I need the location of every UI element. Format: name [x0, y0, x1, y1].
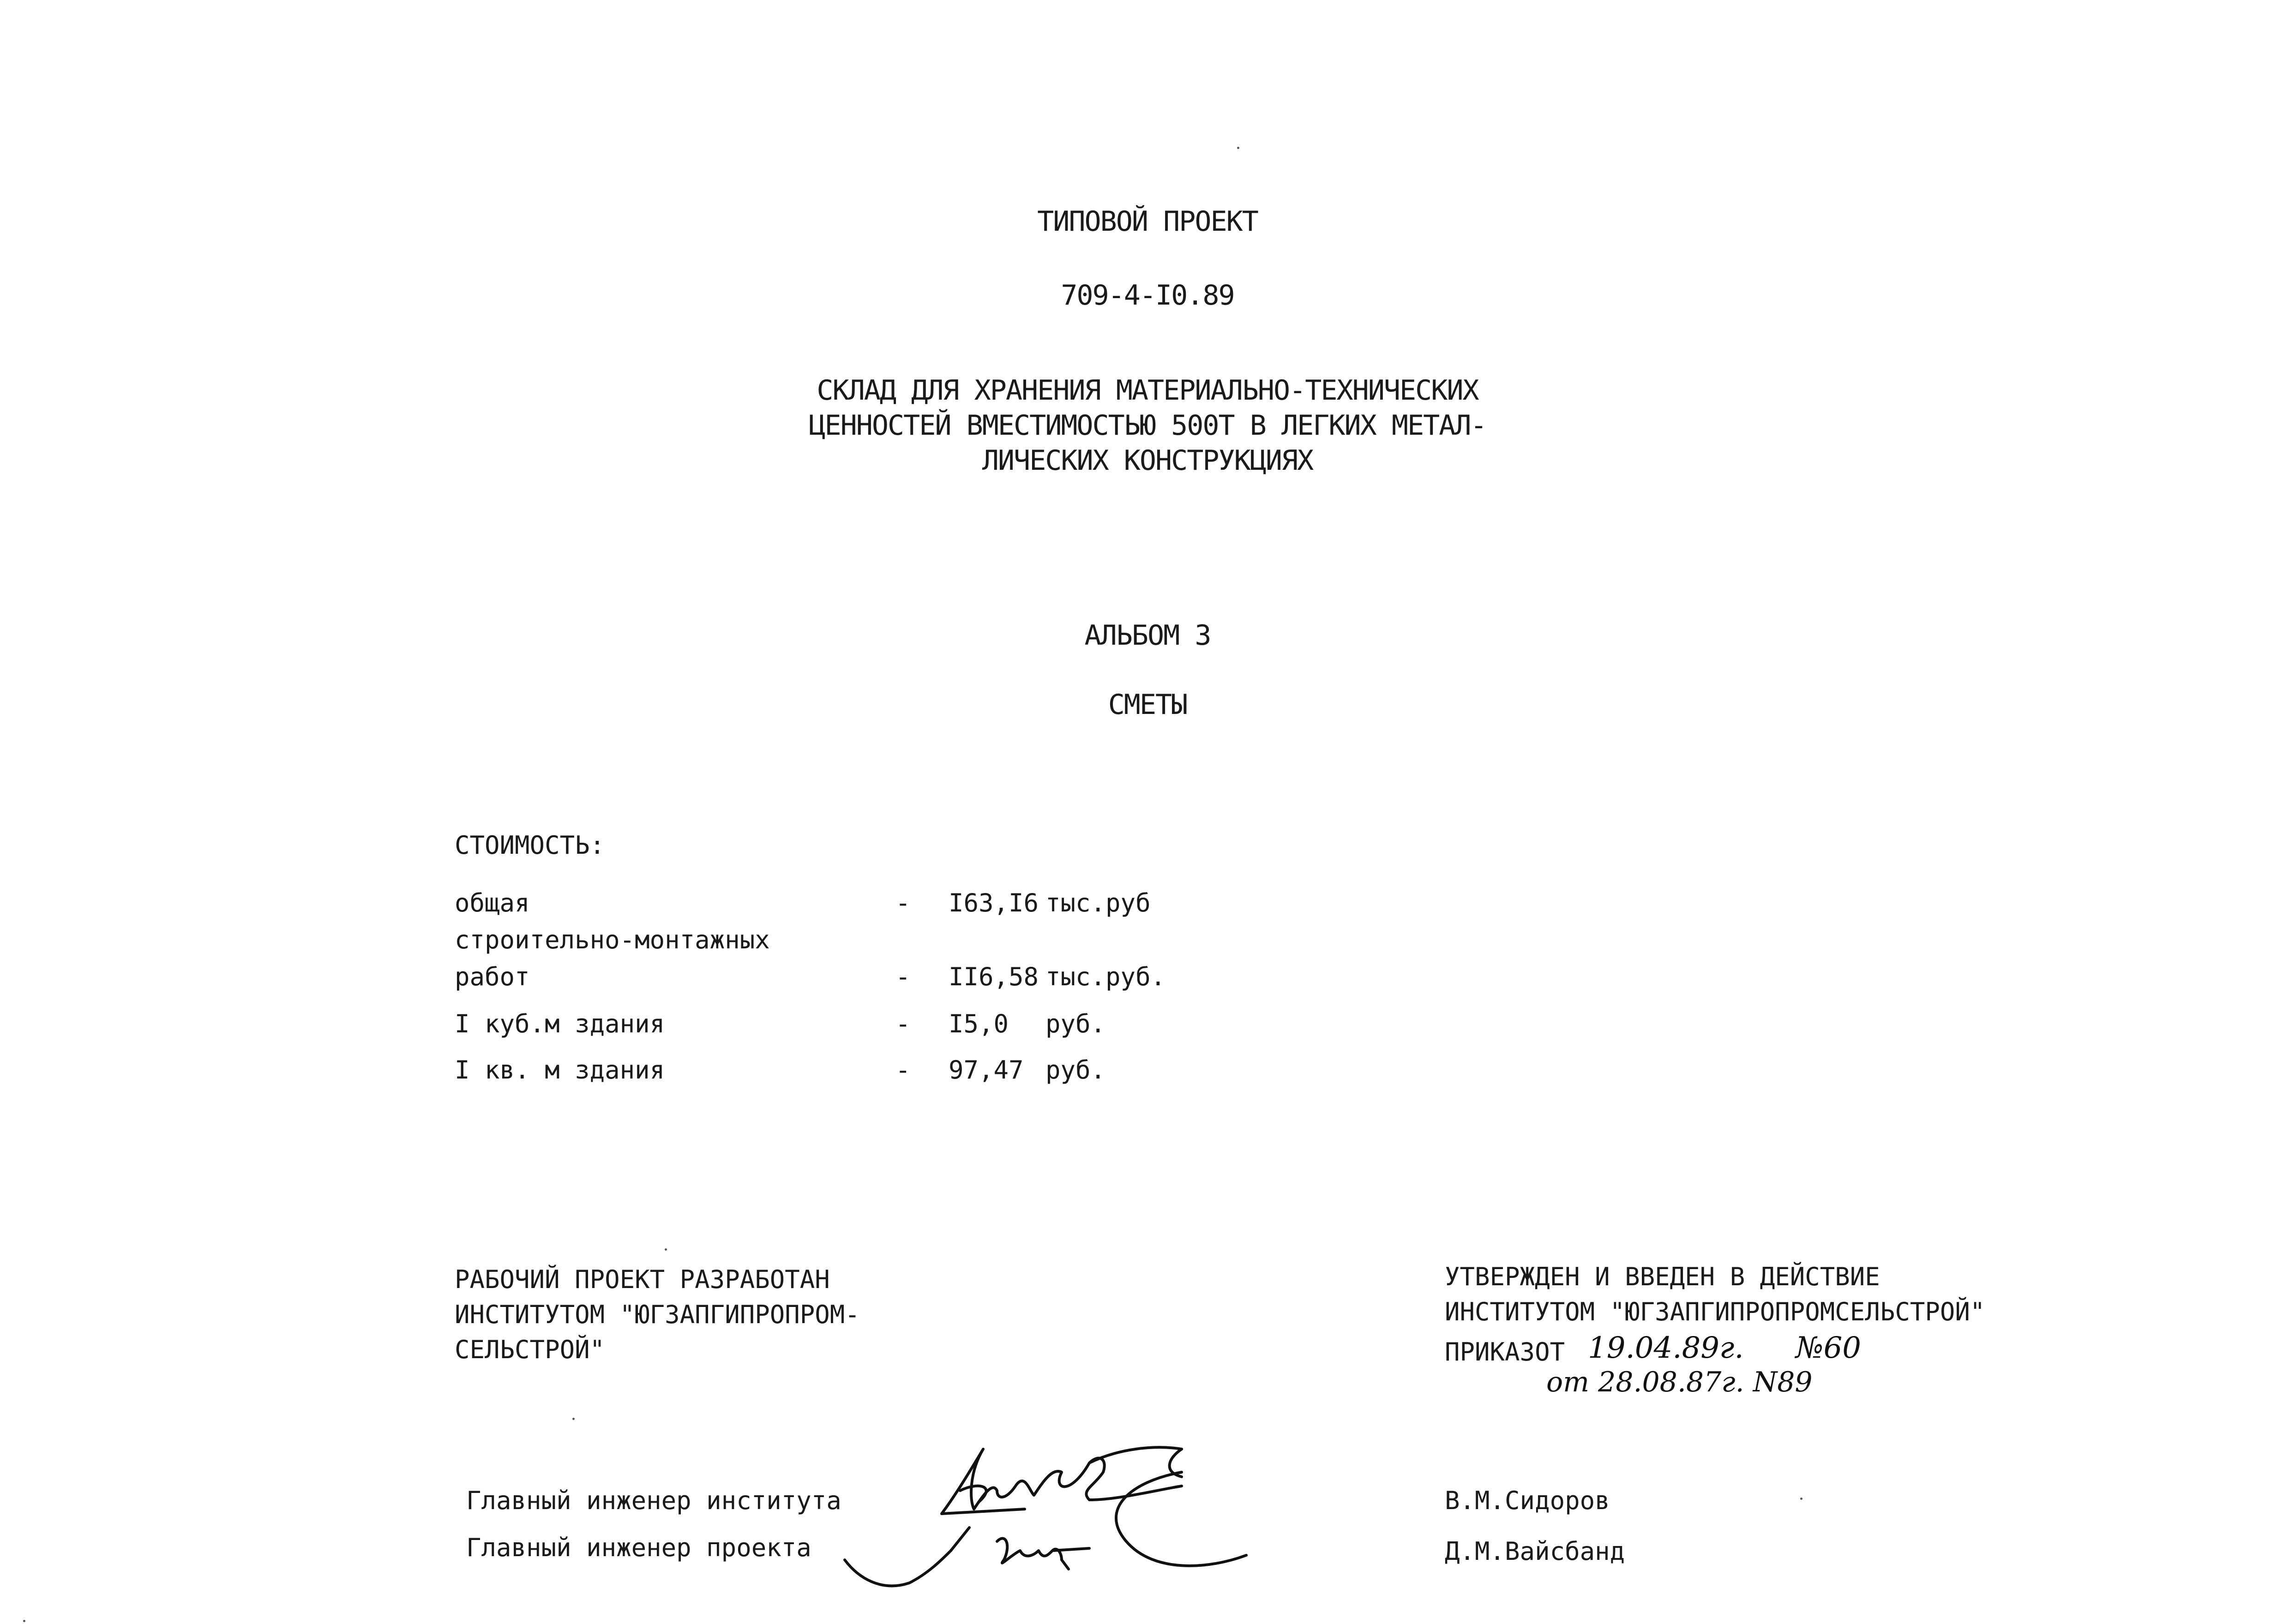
doc-type-heading: ТИПОВОЙ ПРОЕКТ [1037, 205, 1258, 238]
signature-role: Главный инженер проекта [466, 1533, 811, 1562]
cost-dash: - [895, 1009, 911, 1038]
cost-value: II6,58 [949, 962, 1039, 991]
signatory-name: Д.М.Вайсбанд [1445, 1537, 1625, 1566]
section-title: СМЕТЫ [1108, 689, 1187, 721]
cost-item-name: работ [455, 962, 530, 991]
order-extra-handwritten: от 28.08.87г. N89 [1546, 1366, 1813, 1398]
cost-dash: - [895, 888, 911, 917]
approval-line: УТВЕРЖДЕН И ВВЕДЕН В ДЕЙСТВИЕ [1445, 1262, 1880, 1291]
order-number-handwritten: №60 [1796, 1331, 1861, 1365]
cost-item-name: I кв. м здания [455, 1055, 665, 1085]
cost-dash: - [895, 1055, 911, 1085]
scan-speck [665, 1248, 667, 1251]
cost-unit: руб. [1045, 1055, 1106, 1085]
cost-unit: тыс.руб [1045, 888, 1151, 917]
developer-line: ИНСТИТУТОМ "ЮГЗАПГИПРОПРОМ- [455, 1300, 860, 1329]
cost-item-name: I куб.м здания [455, 1009, 665, 1038]
cost-heading: СТОИМОСТЬ: [455, 831, 605, 860]
cost-unit: руб. [1045, 1009, 1106, 1038]
cost-value: I63,I6 [949, 888, 1039, 917]
scan-speck [1800, 1498, 1802, 1500]
project-title-line: СКЛАД ДЛЯ ХРАНЕНИЯ МАТЕРИАЛЬНО-ТЕХНИЧЕСКИХ [817, 374, 1478, 407]
signature-role: Главный инженер института [466, 1486, 841, 1515]
handwritten-signature [831, 1421, 1339, 1606]
project-title-line: ЛИЧЕСКИХ КОНСТРУКЦИЯХ [982, 444, 1313, 477]
developer-line: СЕЛЬСТРОЙ" [455, 1335, 605, 1364]
scan-speck [1237, 147, 1239, 149]
cost-dash: - [895, 962, 911, 991]
signatory-name: В.М.Сидоров [1445, 1486, 1610, 1515]
scan-speck [23, 1620, 25, 1622]
cost-item-name: общая [455, 888, 530, 917]
developer-line: РАБОЧИЙ ПРОЕКТ РАЗРАБОТАН [455, 1265, 830, 1294]
project-number: 709-4-I0.89 [1061, 279, 1234, 312]
order-label [1445, 1337, 1565, 1366]
order-from-text: ОТ [1535, 1337, 1565, 1366]
approval-line: ИНСТИТУТОМ "ЮГЗАПГИПРОПРОМСЕЛЬСТРОЙ" [1445, 1297, 1985, 1326]
scan-speck [572, 1418, 575, 1420]
developer-block [455, 1262, 860, 1367]
cost-value: I5,0 [949, 1009, 1009, 1038]
cost-unit: тыс.руб. [1045, 962, 1166, 991]
cost-item-name: строительно-монтажных [455, 925, 770, 954]
cost-value: 97,47 [949, 1055, 1024, 1085]
order-date-handwritten: 19.04.89г. [1588, 1331, 1744, 1365]
order-label-text: ПРИКАЗ [1445, 1337, 1535, 1366]
album-number: АЛЬБОМ 3 [1084, 619, 1211, 652]
project-title-line: ЦЕННОСТЕЙ ВМЕСТИМОСТЬЮ 500Т В ЛЕГКИХ МЕТАЛ- [809, 409, 1486, 442]
project-title [0, 373, 2295, 478]
